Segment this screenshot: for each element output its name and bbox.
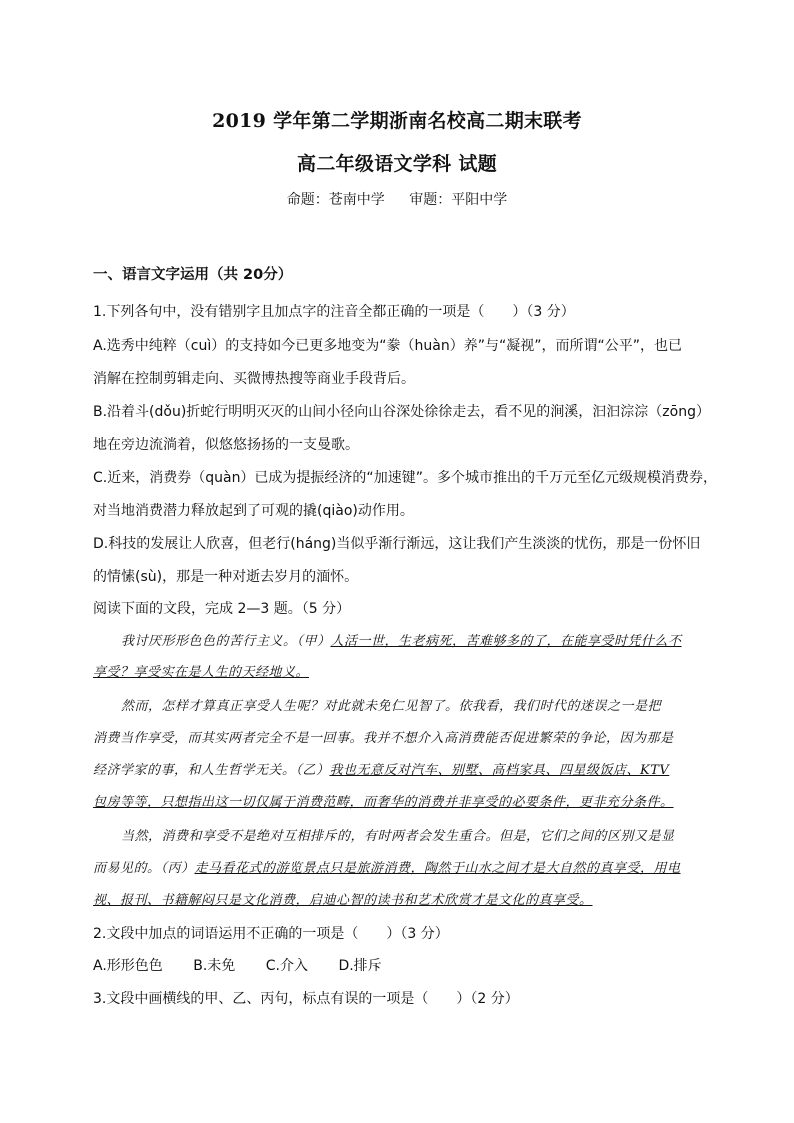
q1-option-a-line1: A.选秀中纯粹（cuì）的支持如今已更多地变为“豢（huàn）养”与“凝视”，而所谓“公平”，也已 xyxy=(93,338,682,354)
q1-option-c-line2: 对当地消费潜力释放起到了可观的撬(qiào)动作用。 xyxy=(93,503,414,519)
q2-option-a: A.形形色色 xyxy=(93,958,163,974)
passage-p2-underlined-cont: 包房等等，只想指出这一切仅属于消费范畴，而奢华的消费并非享受的必要条件，更非充分条件。 xyxy=(93,795,674,810)
q1-option-d-line1: D.科技的发展让人欣喜，但老行(háng)当似乎渐行渐远，这让我们产生淡淡的忧伤，那是一份怀旧 xyxy=(93,536,701,552)
exam-subtitle: 高二年级语文学科 试题 xyxy=(297,153,497,175)
q1-option-b-line2: 地在旁边流淌着，似悠悠扬扬的一支曼歌。 xyxy=(93,437,359,453)
q1-option-d-line2: 的情愫(sù)，那是一种对逝去岁月的湎怀。 xyxy=(93,569,359,585)
passage-p3-line1: 当然，消费和享受不是绝对互相排斥的，有时两者会发生重合。但是，它们之间的区别又是显 xyxy=(121,829,675,844)
q2-option-b: B.未免 xyxy=(193,958,236,974)
q1-option-c-line1: C.近来，消费券（quàn）已成为提振经济的“加速键”。多个城市推出的千万元至亿元级规模消费券， xyxy=(93,470,717,486)
passage-p3-underlined: 走马看花式的游览景点只是旅游消费，陶然于山水之间才是大自然的真享受，用电 xyxy=(194,861,681,876)
passage-p2-line4 xyxy=(93,793,703,813)
passage-p2-plain: 经济学家的事，和人生哲学无关。（乙） xyxy=(93,763,330,778)
passage-p2-line2: 消费当作享受，而其实两者完全不是一回事。我并不想介入高消费能否促进繁荣的争论，因为那是 xyxy=(93,731,674,746)
passage-p1-underlined: 人活一世，生老病死，苦难够多的了，在能享受时凭什么不 xyxy=(330,634,682,649)
passage-p1-underlined-cont: 享受？享受实在是人生的天经地义。 xyxy=(93,665,310,680)
q3-stem: 3.文段中画横线的甲、乙、丙句，标点有误的一项是（ ）（2 分） xyxy=(93,991,519,1007)
q1-stem: 1.下列各句中，没有错别字且加点字的注音全都正确的一项是（ ）（3 分） xyxy=(93,304,575,320)
passage-p2-underlined: 我也无意反对汽车、别墅、高档家具、四星级饭店、KTV xyxy=(329,763,670,778)
reviewer-text: 审题：平阳中学 xyxy=(409,192,508,208)
passage-p1-plain: 我讨厌形形色色的苦行主义。（甲） xyxy=(121,634,331,649)
reading-instruction: 阅读下面的文段，完成 2—3 题。（5 分） xyxy=(93,601,351,617)
q2-stem: 2.文段中加点的词语运用不正确的一项是（ ）（3 分） xyxy=(93,926,449,942)
q2-option-c: C.介入 xyxy=(265,958,308,974)
q1-option-b-line1: B.沿着斗(dǒu)折蛇行明明灭灭的山间小径向山谷深处徐徐走去，看不见的涧溪，汩汩淙淙（zōng） xyxy=(93,404,710,420)
q2-option-d: D.排斥 xyxy=(338,958,382,974)
passage-p1-line2 xyxy=(93,663,703,683)
proposer-text: 命题：苍南中学 xyxy=(286,192,385,208)
passage-p3-underlined-cont: 视、报刊、书籍解闷只是文化消费，启迪心智的读书和艺术欣赏才是文化的真享受。 xyxy=(93,893,593,908)
exam-title: 2019 学年第二学期浙南名校高二期末联考 xyxy=(212,110,582,132)
passage-p3-plain: 而易见的。（丙） xyxy=(93,861,195,876)
section-heading: 一、语言文字运用（共 20分） xyxy=(93,267,293,283)
authors-line xyxy=(0,189,794,209)
passage-p2-line3 xyxy=(93,761,703,781)
q2-options xyxy=(93,956,703,976)
passage-p1-line1 xyxy=(93,632,703,652)
q1-option-a-line2: 消解在控制剪辑走向、买微博热搜等商业手段背后。 xyxy=(93,371,415,387)
passage-p3-line2 xyxy=(93,859,703,879)
passage-p2-line1: 然而，怎样才算真正享受人生呢？对此就未免仁见智了。依我看，我们时代的迷误之一是把 xyxy=(121,699,662,714)
passage-p3-line3 xyxy=(93,891,703,911)
